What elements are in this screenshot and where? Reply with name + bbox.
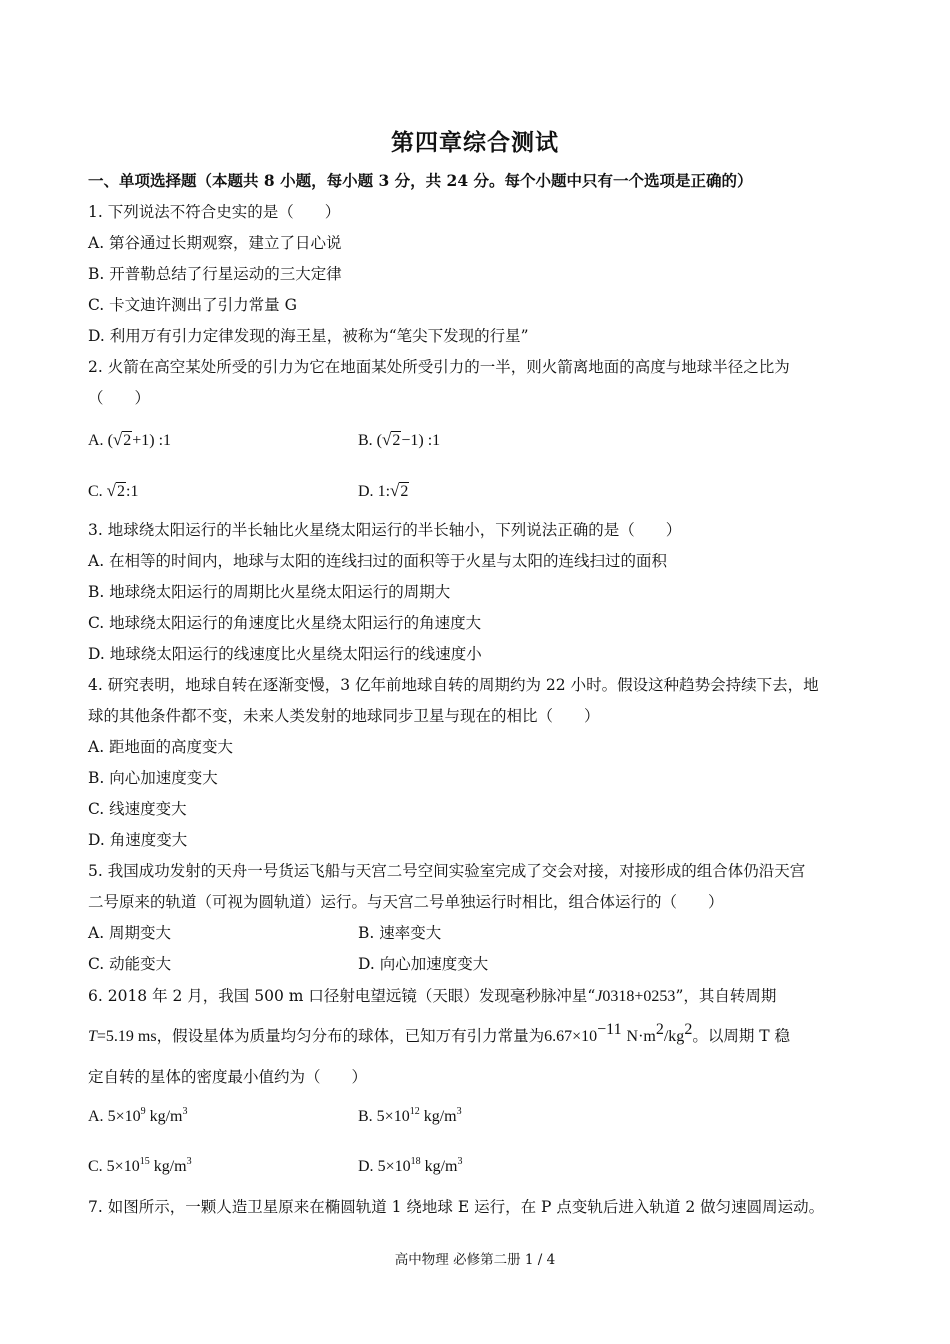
question-6-stem-line2: [88, 1021, 791, 1047]
unit-exponent: 3: [182, 1106, 188, 1117]
question-3-option-c: C. 地球绕太阳运行的角速度比火星绕太阳运行的角速度大: [88, 614, 482, 632]
question-5-option-d: D. 向心加速度变大: [358, 955, 489, 973]
exponent: 15: [139, 1156, 150, 1167]
radicand: 2: [123, 432, 132, 449]
stem-text: 。以周期 T 稳: [692, 1027, 791, 1045]
unit-exponent: 3: [186, 1156, 192, 1167]
question-6-option-a: [88, 1107, 187, 1127]
question-4-option-c: C. 线速度变大: [88, 800, 187, 818]
question-7-stem: 7. 如图所示，一颗人造卫星原来在椭圆轨道 1 绕地球 E 运行，在 P 点变轨后进入轨道 2 做匀速圆周运动。: [88, 1198, 825, 1216]
question-6-option-b: [358, 1107, 462, 1127]
sqrt-icon: √: [112, 430, 123, 449]
question-6-stem-line3: 定自转的星体的密度最小值约为（ ）: [88, 1068, 368, 1086]
question-1-option-b: B. 开普勒总结了行星运动的三大定律: [88, 265, 342, 283]
exponent: 18: [410, 1156, 421, 1167]
sqrt-icon: √: [390, 481, 400, 500]
expression-tail: −1) :1: [401, 432, 441, 449]
unit-exponent: 2: [655, 1021, 664, 1038]
question-4-stem-line2: 球的其他条件都不变，未来人类发射的地球同步卫星与现在的相比（ ）: [88, 707, 600, 725]
unit: kg/m: [424, 1158, 458, 1175]
question-5-option-c: C. 动能变大: [88, 955, 172, 973]
paren: (: [107, 432, 113, 449]
unit: N·m: [626, 1028, 656, 1045]
question-3-option-b: B. 地球绕太阳运行的周期比火星绕太阳运行的周期大: [88, 583, 451, 601]
question-4-option-a: A. 距地面的高度变大: [88, 738, 234, 756]
question-3-option-a: A. 在相等的时间内，地球与太阳的连线扫过的面积等于火星与太阳的连线扫过的面积: [88, 552, 668, 570]
unit: kg/m: [149, 1108, 183, 1125]
option-label: C.: [88, 483, 103, 500]
question-1-option-d: D. 利用万有引力定律发现的海王星，被称为“笔尖下发现的行星”: [88, 327, 529, 345]
radicand: 2: [400, 483, 409, 500]
question-5-stem-line2: 二号原来的轨道（可视为圆轨道）运行。与天宫二号单独运行时相比，组合体运行的（ ）: [88, 893, 724, 911]
question-1-stem: 1. 下列说法不符合史实的是（ ）: [88, 203, 341, 221]
gravity-constant: 6.67×10: [544, 1028, 598, 1045]
mantissa: 5×10: [376, 1108, 410, 1125]
period-symbol: T: [88, 1028, 97, 1045]
question-2-option-c: [88, 481, 138, 502]
mantissa: 5×10: [107, 1108, 141, 1125]
question-6-option-c: [88, 1157, 192, 1177]
question-2-stem-line2: （ ）: [88, 389, 151, 407]
period-value: =5.19 ms: [96, 1028, 157, 1045]
question-2-stem-line1: 2. 火箭在高空某处所受的引力为它在地面某处所受引力的一半，则火箭离地面的高度与地球半径之比为: [88, 358, 790, 376]
unit-exponent: 3: [457, 1156, 463, 1167]
question-4-option-d: D. 角速度变大: [88, 831, 188, 849]
question-2-option-d: [358, 481, 409, 502]
star-name: 0318+0253: [602, 988, 676, 1005]
mantissa: 5×10: [106, 1158, 140, 1175]
question-1-option-a: A. 第谷通过长期观察，建立了日心说: [88, 234, 342, 252]
option-label: B.: [358, 432, 373, 449]
unit-exponent: 3: [456, 1106, 462, 1117]
option-label: B.: [358, 1108, 373, 1125]
stem-text: ，假设星体为质量均匀分布的球体，已知万有引力常量为: [156, 1027, 545, 1045]
unit-exponent: 2: [684, 1021, 693, 1038]
radicand: 2: [392, 432, 401, 449]
gravity-exponent: −11: [597, 1021, 622, 1038]
star-name-prefix: J: [595, 988, 603, 1005]
paren: (: [376, 432, 382, 449]
radicand: 2: [117, 483, 126, 500]
question-5-option-a: A. 周期变大: [88, 924, 172, 942]
question-4-option-b: B. 向心加速度变大: [88, 769, 218, 787]
stem-text: 6. 2018 年 2 月，我国 500 m 口径射电望远镜（天眼）发现毫秒脉冲星“: [88, 987, 596, 1005]
page-footer: 高中物理 必修第二册 1 / 4: [394, 1252, 556, 1268]
sqrt-icon: √: [382, 430, 392, 449]
page-title: 第四章综合测试: [391, 129, 559, 156]
question-6-option-d: [358, 1157, 462, 1177]
question-6-stem-line1: [88, 986, 776, 1007]
exponent: 9: [140, 1106, 146, 1117]
question-4-stem-line1: 4. 研究表明，地球自转在逐渐变慢，3 亿年前地球自转的周期约为 22 小时。假设这种趋势会持续下去，地: [88, 676, 819, 694]
unit: /kg: [663, 1028, 685, 1045]
option-label: D.: [358, 483, 374, 500]
question-3-stem: 3. 地球绕太阳运行的半长轴比火星绕太阳运行的半长轴小，下列说法正确的是（ ）: [88, 521, 682, 539]
exponent: 12: [409, 1106, 420, 1117]
option-label: D.: [358, 1158, 374, 1175]
expression-head: 1:: [377, 483, 391, 500]
question-5-option-b: B. 速率变大: [358, 924, 442, 942]
expression-tail: +1) :1: [132, 432, 172, 449]
section-heading: 一、单项选择题（本题共 8 小题，每小题 3 分，共 24 分。每个小题中只有一个选项是正确的）: [88, 171, 753, 190]
question-5-stem-line1: 5. 我国成功发射的天舟一号货运飞船与天宫二号空间实验室完成了交会对接，对接形成的组合体仍沿天宫: [88, 862, 806, 880]
mantissa: 5×10: [377, 1158, 411, 1175]
unit: kg/m: [423, 1108, 457, 1125]
stem-text: ”，其自转周期: [675, 987, 777, 1005]
sqrt-icon: √: [106, 481, 117, 500]
unit: kg/m: [153, 1158, 187, 1175]
question-1-option-c: C. 卡文迪许测出了引力常量 G: [88, 296, 297, 314]
option-label: A.: [88, 1108, 104, 1125]
question-2-option-b: [358, 430, 440, 451]
question-3-option-d: D. 地球绕太阳运行的线速度比火星绕太阳运行的线速度小: [88, 645, 482, 663]
option-label: C.: [88, 1158, 103, 1175]
option-label: A.: [88, 432, 104, 449]
question-2-option-a: [88, 430, 171, 451]
expression-tail: :1: [126, 483, 139, 500]
